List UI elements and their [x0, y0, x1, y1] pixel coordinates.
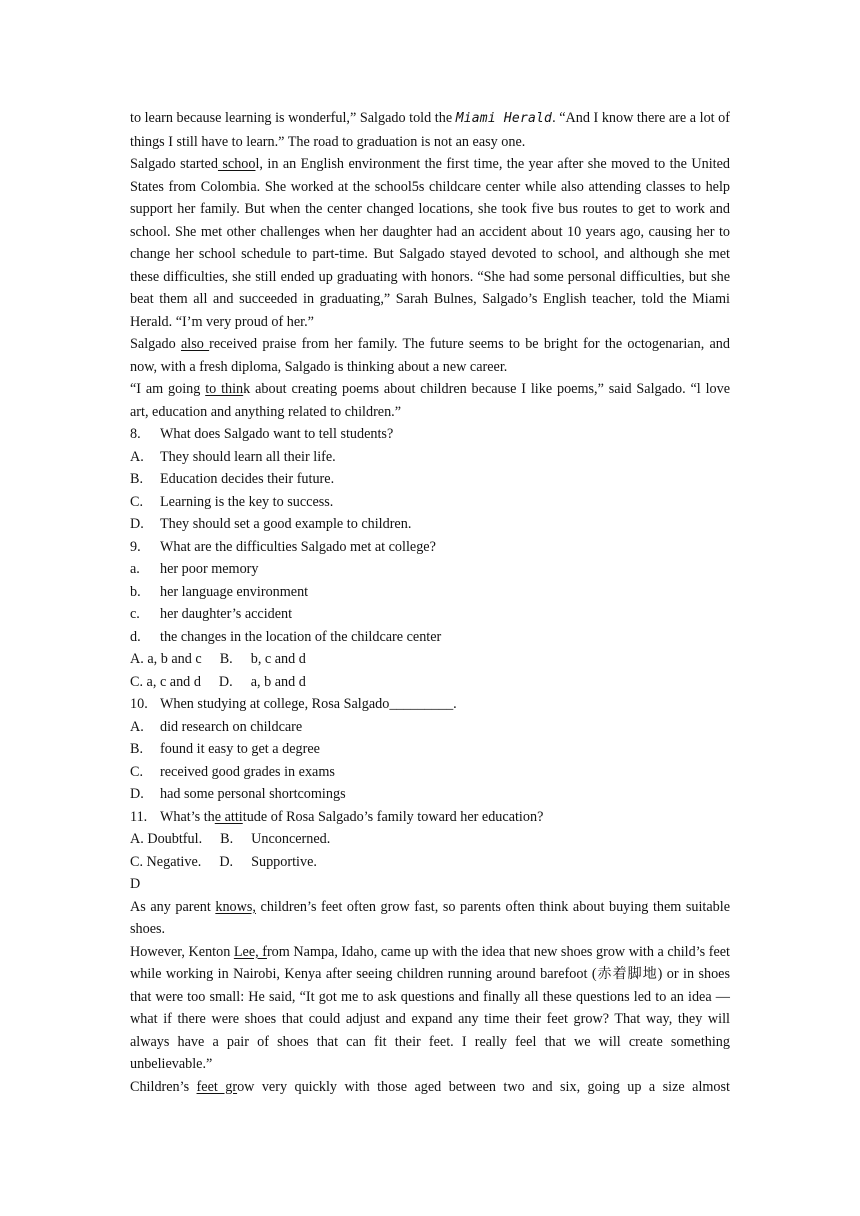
underlined-text: also [180, 336, 210, 352]
option-text: did research on childcare [160, 718, 303, 735]
option-10a [130, 716, 730, 739]
paragraph-7 [130, 1076, 730, 1099]
text-run: children’s feet often grow fast, so parents often think about buying them suitable shoes. [130, 898, 731, 937]
item-letter: d. [130, 628, 141, 645]
paragraph-6 [130, 941, 730, 1076]
text-run: As any parent [130, 898, 216, 915]
question-11 [130, 806, 730, 829]
item-9c [130, 603, 730, 626]
text-run: Salgado started [130, 156, 218, 172]
text-run: “I am going [130, 381, 206, 397]
item-letter: b. [130, 583, 141, 600]
paragraph-1 [130, 107, 730, 153]
option-text: Education decides their future. [160, 471, 335, 487]
option-letter: B. [130, 471, 144, 487]
text-run: to learn because learning is wonderful,” Salgado told the [130, 110, 456, 126]
option-letter: D. [218, 673, 233, 690]
text-run: k about creating poems about children because I like poems,” said Salgado. “l love art, education and anything related to children.” [130, 381, 731, 420]
item-text: her daughter’s accident [160, 606, 293, 622]
option-letter: B. [219, 651, 233, 667]
option-10c [130, 761, 730, 784]
option-letter: C. [130, 493, 144, 510]
item-text: her language environment [160, 583, 309, 600]
item-text: the changes in the location of the childcare center [160, 628, 442, 645]
text-run: tude of Rosa Salgado’s family toward her education? [242, 808, 544, 825]
option-letter: C. [130, 763, 144, 780]
text-run: l, in an English environment the first time, the year after she moved to the United States from Colombia. She worked at the school5s childcare center while also attending classes to help support her family. But when the center changed locations, she took five bus routes to get to work and school. She met other challenges when her daughter had an accident about 10 years ago, causing her to change her school schedule to part-time. But Salgado stayed devoted to school, and although she met these difficulties, she still ended up graduating with honors. “She had some personal difficulties, but she beat them all and succeeded in graduating,” Sarah Bulnes, Salgado’s English teacher, told the Miami Herald. “I’m very proud of her.” [130, 156, 730, 330]
option-8d [130, 513, 730, 536]
question-number: 9. [130, 538, 141, 555]
question-number: 11. [130, 808, 148, 825]
item-9a [130, 558, 730, 581]
paragraph-3 [130, 333, 730, 378]
text-run: received praise from her family. The future seems to be bright for the octogenarian, and now, with a fresh diploma, Salgado is thinking about a new career. [130, 336, 730, 375]
question-text [160, 806, 730, 829]
option-letter: D. [219, 853, 234, 870]
text-run: ow very quickly with those aged between two and six, going up a size almost [237, 1078, 730, 1095]
option-8b [130, 468, 730, 491]
option-text: Unconcerned. [251, 831, 331, 847]
options-11-cd [130, 851, 730, 874]
text-run: However, Kenton [130, 943, 234, 960]
paragraph-5 [130, 896, 730, 941]
paragraph-4 [130, 378, 730, 423]
option-text: had some personal shortcomings [160, 786, 346, 802]
underlined-text: feet gr [196, 1078, 238, 1095]
option-letter: D. [130, 516, 144, 532]
option-letter: D. [130, 786, 144, 802]
question-number: 10. [130, 696, 148, 712]
option-text: found it easy to get a degree [160, 741, 320, 757]
text-run: What’s th [160, 808, 215, 825]
option-letter: B. [220, 831, 234, 847]
underlined-text: schoo [217, 156, 256, 172]
question-number: 8. [130, 426, 141, 442]
question-9 [130, 536, 730, 559]
option-letter: A. [130, 718, 144, 735]
option-8c [130, 491, 730, 514]
option-8a [130, 446, 730, 469]
option-text: They should set a good example to children. [160, 516, 412, 532]
text-run: . “And I know there are a lot of things I still have to learn.” The road to graduation is not an easy one. [130, 110, 731, 150]
question-text: When studying at college, Rosa Salgado_________. [160, 696, 457, 712]
option-text: Learning is the key to success. [160, 493, 334, 510]
options-9-ab [130, 648, 730, 671]
item-text: her poor memory [160, 561, 259, 577]
underlined-text: Lee, f [233, 943, 267, 960]
item-letter: a. [130, 561, 140, 577]
option-text: They should learn all their life. [160, 448, 336, 465]
option-10d [130, 783, 730, 806]
section-heading: D [130, 876, 141, 892]
option-text: b, c and d [250, 651, 306, 667]
question-text: What are the difficulties Salgado met at college? [160, 538, 436, 555]
option-text: C. a, c and d [130, 673, 201, 690]
publication-name: Miami Herald [455, 111, 553, 126]
option-text: a, b and d [250, 673, 306, 690]
option-letter: A. [130, 448, 144, 465]
document-page [130, 107, 730, 1098]
option-text: A. a, b and c [130, 651, 202, 667]
question-text: What does Salgado want to tell students? [160, 426, 394, 442]
item-9b [130, 581, 730, 604]
item-9d [130, 626, 730, 649]
underlined-text: to thin [205, 381, 244, 397]
underlined-text: knows, [215, 898, 256, 915]
text-run: rom Nampa, Idaho, came up with the idea that new shoes grow with a child’s feet while working in Nairobi, Kenya after seeing children running around barefoot (赤着脚地) or in shoes that were too small: He said, “It got me to ask questions and finally all these questions led to an idea — what if there were shoes that could adjust and expand any time their feet grow? That way, they will always have a pair of shoes that can fit their feet. I really feel that we will create something unbelievable.” [130, 943, 730, 1072]
text-run: Salgado [130, 336, 181, 352]
options-11-ab [130, 828, 730, 851]
underlined-text: e atti [214, 808, 243, 825]
question-10 [130, 693, 730, 716]
item-letter: c. [130, 606, 140, 622]
option-text: C. Negative. [130, 853, 202, 870]
option-letter: B. [130, 741, 144, 757]
option-text: received good grades in exams [160, 763, 335, 780]
option-text: Supportive. [251, 853, 317, 870]
text-run: Children’s [130, 1078, 197, 1095]
question-8 [130, 423, 730, 446]
option-10b [130, 738, 730, 761]
option-text: A. Doubtful. [130, 831, 203, 847]
options-9-cd [130, 671, 730, 694]
paragraph-2 [130, 153, 730, 333]
